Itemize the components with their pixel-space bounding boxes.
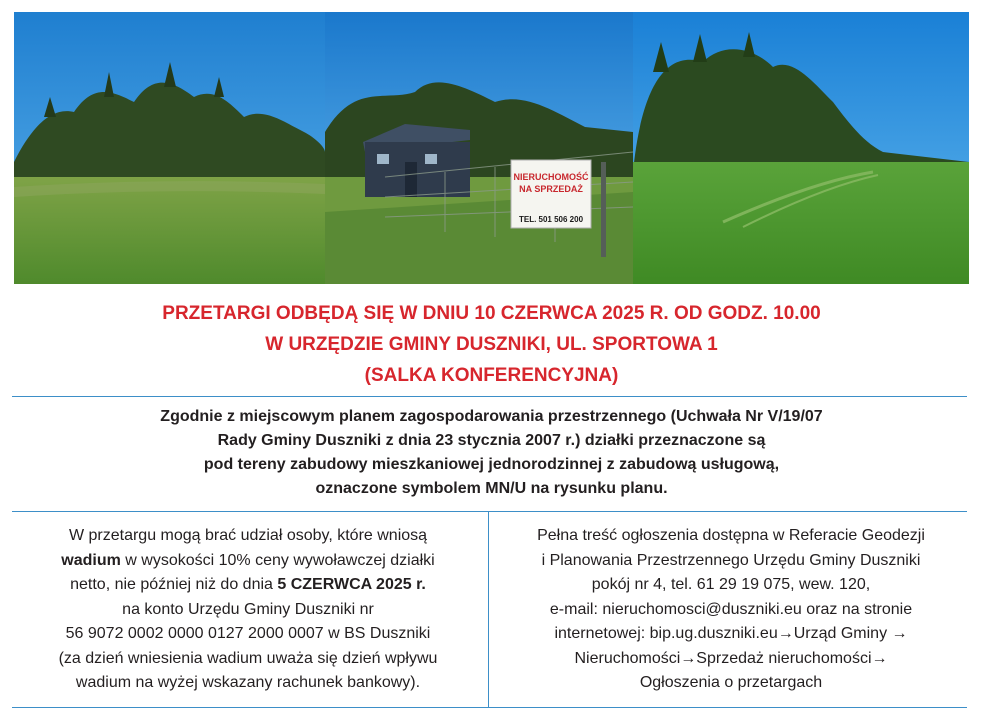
plan-line-1: Zgodnie z miejscowym planem zagospodarowania przestrzennego (Uchwała Nr V/19/07 [160, 408, 823, 425]
deposit-line-1: W przetargu mogą brać udział osoby, które wniosą [68, 527, 428, 544]
contact-info [496, 524, 966, 696]
deposit-line-4: na konto Urzędu Gminy Duszniki nr [122, 600, 374, 618]
sign-line-1: NIERUCHOMOŚĆ [513, 172, 589, 182]
photo-strip [14, 12, 969, 284]
plan-line-2: Rady Gminy Duszniki z dnia 23 stycznia 2007 r.) działki przeznaczone są [217, 432, 766, 449]
sign-line-2: NA SPRZEDAŻ [519, 184, 583, 194]
deposit-line-6: (za dzień wniesienia wadium uważa się dzień wpływu [58, 649, 438, 667]
contact-email: e-mail: nieruchomosci@duszniki.eu oraz na stronie [549, 600, 913, 618]
contact-line-7: Ogłoszenia o przetargach [639, 674, 823, 691]
deposit-line-3 [14, 573, 482, 598]
plan-line-3: pod tereny zabudowy mieszkaniowej jednorodzinnej z zabudową usługową, [203, 456, 780, 473]
deposit-line-2 [14, 549, 482, 574]
headline-line-3: (SALKA KONFERENCYJNA) [364, 365, 619, 386]
sign-line-3: TEL. 501 506 200 [518, 215, 584, 224]
column-divider [488, 512, 489, 707]
deposit-line-2-rest: w wysokości 10% ceny wywoławczej działki [120, 551, 435, 569]
bank-account: 56 9072 0002 0000 0127 2000 0007 w BS Duszniki [65, 625, 431, 642]
contact-line-1: Pełna treść ogłoszenia dostępna w Referacie Geodezji [537, 527, 925, 544]
deposit-info [14, 524, 482, 696]
headline-line-2: W URZĘDZIE GMINY DUSZNIKI, UL. SPORTOWA 1 [265, 334, 718, 355]
contact-line-6: Nieruchomości→Sprzedaż nieruchomości→ [574, 649, 888, 667]
photo-field-trees [14, 12, 325, 284]
contact-line-3: pokój nr 4, tel. 61 29 19 075, wew. 120, [591, 576, 871, 593]
divider-middle [12, 511, 967, 512]
wadium-bold: wadium [61, 551, 121, 569]
deposit-line-3-pre: netto, nie później niż do dnia [70, 576, 278, 593]
zoning-plan-text [0, 405, 983, 501]
contact-line-2: i Planowania Przestrzennego Urzędu Gminy Duszniki [541, 551, 921, 569]
deposit-line-7: wadium na wyżej wskazany rachunek bankowy). [75, 674, 421, 691]
headline-line-1: PRZETARGI ODBĘDĄ SIĘ W DNIU 10 CZERWCA 2025 R. OD GODZ. 10.00 [162, 303, 821, 324]
divider-bottom [12, 707, 967, 708]
plan-line-4: oznaczone symbolem MN/U na rysunku planu. [315, 480, 668, 497]
photo-green-field [633, 12, 969, 284]
deposit-deadline: 5 CZERWCA 2025 r. [277, 576, 426, 593]
auction-headline [0, 298, 983, 391]
contact-website: internetowej: bip.ug.duszniki.eu→Urząd Gminy → [554, 625, 908, 642]
divider-top [12, 396, 967, 397]
photo-building-sign [325, 12, 633, 284]
